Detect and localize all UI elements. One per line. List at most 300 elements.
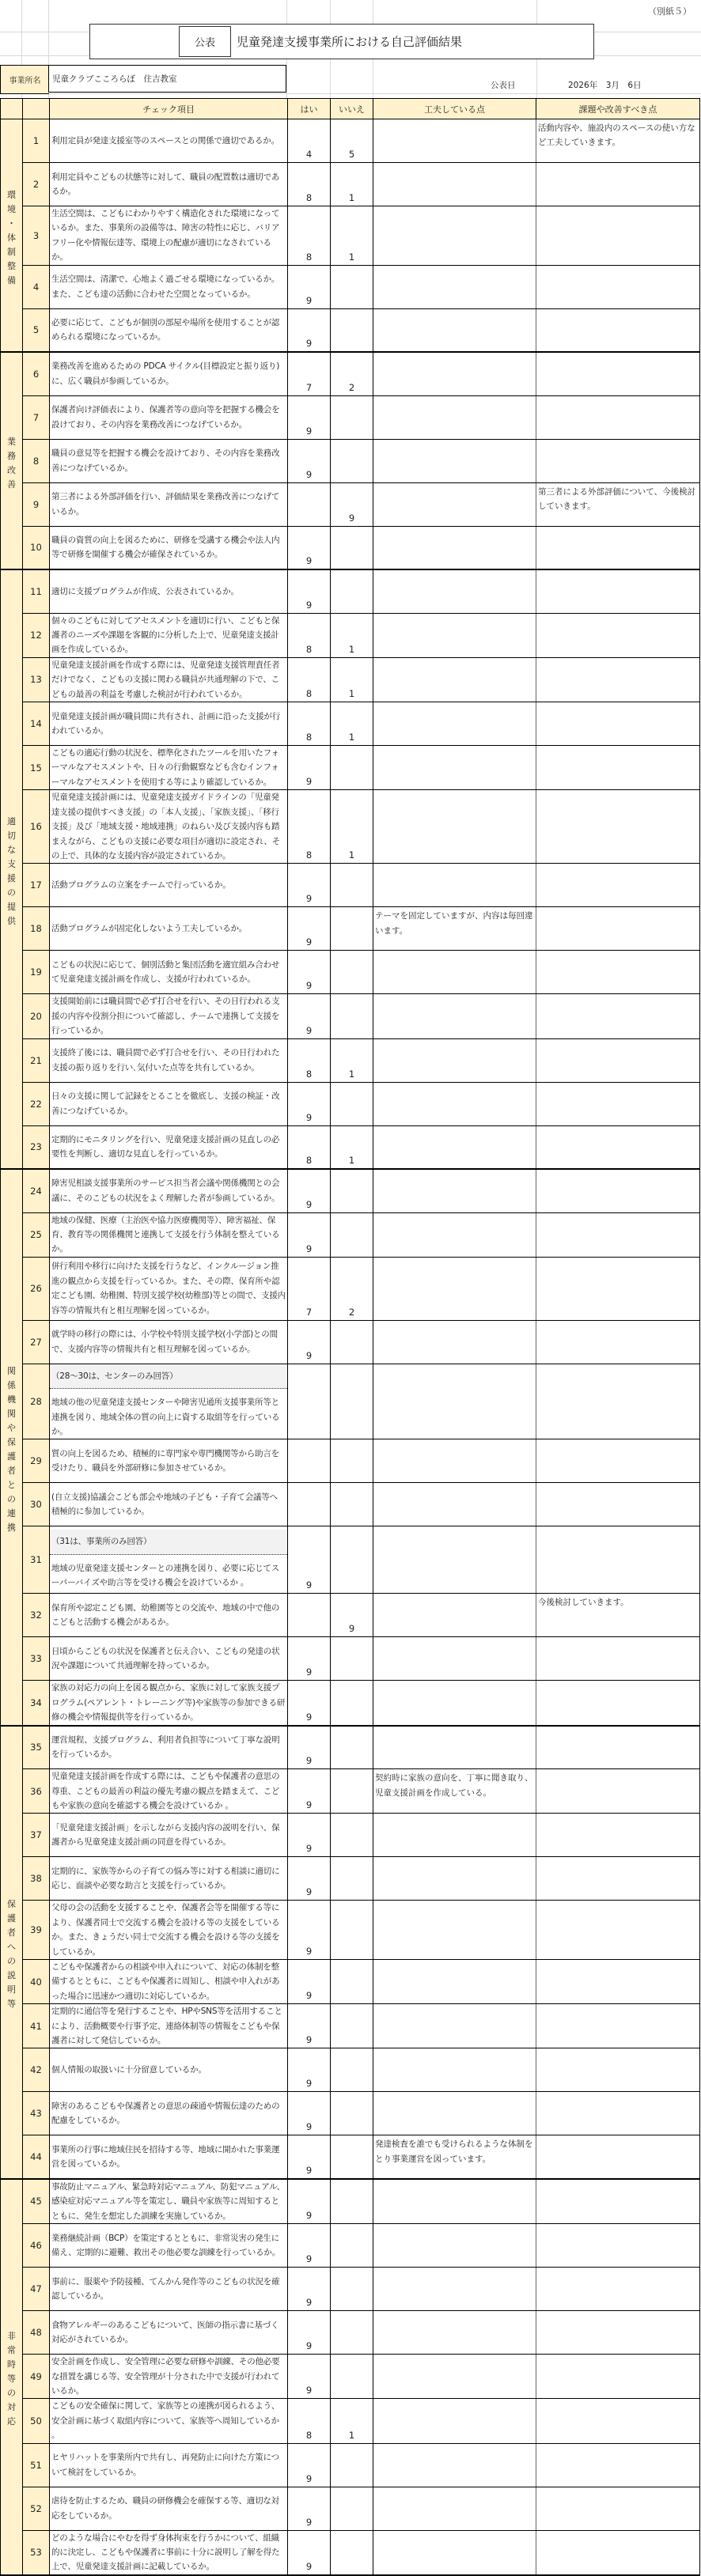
check-item-text <box>50 2179 288 2224</box>
category-char: 応 <box>7 2416 16 2427</box>
ingenuity-text <box>373 702 536 746</box>
yes-count: 9 <box>288 1814 331 1857</box>
publish-date-label: 公表日 <box>491 81 516 90</box>
check-item-text <box>50 790 288 864</box>
ingenuity-text <box>373 790 536 864</box>
ingenuity-text <box>373 352 536 395</box>
category-char: ・ <box>7 218 16 229</box>
ingenuity-text <box>373 2224 536 2268</box>
table-row <box>1 482 700 526</box>
table-row <box>1 1857 700 1901</box>
issue-text <box>536 569 700 613</box>
ingenuity-text <box>373 1169 536 1212</box>
no-count <box>331 2487 373 2530</box>
check-item-text <box>50 163 288 206</box>
office-name-value: 児童クラブこころらぼ 住吉教室 <box>48 65 286 93</box>
yes-count: 8 <box>288 163 331 206</box>
question-text: 個々のこどもに対してアセスメントを適切に行い、こどもと保護者のニーズや課題を客観的に分析した上で、児童発達支援計画を作成しているか。 <box>51 615 280 655</box>
ingenuity-text <box>373 1038 536 1082</box>
item-number: 34 <box>23 1681 50 1726</box>
category-label <box>1 1360 22 1535</box>
question-text: 地域の他の児童発達支援センターや障害児通所支援事業所等と連携を図り、地域全体の質の向上に資する取組等を行っているか。 <box>51 1398 280 1436</box>
no-count <box>331 2530 373 2575</box>
table-row <box>1 395 700 439</box>
no-count <box>331 1439 373 1483</box>
ingenuity-text <box>373 951 536 994</box>
question-text: 「児童発達支援計画」を示しながら支援内容の説明を行い、保護者から児童発達支援計画の同意を得ているか。 <box>51 1822 280 1848</box>
ingenuity-text <box>373 395 536 439</box>
yes-count: 9 <box>288 864 331 907</box>
page-title: 児童発達支援事業所における自己評価結果 <box>237 35 463 49</box>
no-count <box>331 2443 373 2487</box>
yes-count: 9 <box>288 1637 331 1681</box>
question-text: 家族の対応力の向上を図る観点から、家族に対して家族支援プログラム(ペアレント・トレーニング等)や家族等の参加できる研修の機会や情報提供等を行っているか。 <box>51 1683 286 1723</box>
table-row <box>1 702 700 746</box>
ingenuity-text <box>373 119 536 163</box>
ingenuity-text <box>373 2311 536 2355</box>
table-row <box>1 1959 700 2003</box>
category-char: 時 <box>7 2359 16 2370</box>
category-label <box>1 2324 22 2429</box>
question-text: 食物アレルギーのあるこどもについて、医師の指示書に基づく対応がされているか。 <box>51 2320 279 2345</box>
ingenuity-text <box>373 1082 536 1125</box>
no-count: 1 <box>331 613 373 657</box>
issue-text <box>536 2443 700 2487</box>
issue-text <box>536 1125 700 1169</box>
question-text: 事業所の行事に地域住民を招待する等、地域に開かれた事業運営を図っているか。 <box>51 2144 280 2169</box>
ingenuity-text <box>373 1594 536 1637</box>
question-text: 活動プログラムが固定化しないよう工夫しているか。 <box>51 924 248 934</box>
check-item-text <box>50 439 288 482</box>
question-text: どのような場合にやむを得ず身体拘束を行うかについて、組織的に決定し、こどもや保護者に事前に十分に説明し了解を得た上で、児童発達支援計画に記載しているか。 <box>51 2532 280 2572</box>
table-row <box>1 265 700 308</box>
check-item-text <box>50 526 288 569</box>
issue-text <box>536 1726 700 1769</box>
no-count <box>331 1769 373 1814</box>
check-item-text <box>50 1364 288 1439</box>
check-item-text <box>50 119 288 163</box>
table-row <box>1 1637 700 1681</box>
yes-count: 9 <box>288 2179 331 2224</box>
item-number: 22 <box>23 1082 50 1125</box>
table-row <box>1 1594 700 1637</box>
yes-count: 8 <box>288 1125 331 1169</box>
table-row <box>1 657 700 702</box>
item-number: 42 <box>23 2048 50 2092</box>
category-char: や <box>7 1422 16 1433</box>
yes-count: 9 <box>288 1212 331 1257</box>
evaluation-table <box>0 98 700 2576</box>
question-text: 個人情報の取扱いに十分留意しているか。 <box>51 2065 207 2075</box>
table-row <box>1 2487 700 2530</box>
item-number: 47 <box>23 2268 50 2311</box>
yes-count: 9 <box>288 1681 331 1726</box>
yes-count: 8 <box>288 1038 331 1082</box>
category-char: 護 <box>7 1451 16 1462</box>
question-text: 支援開始前には職員間で必ず打合せを行い、その日行われる支援の内容や役割分担について確認し、チームで連携して支援を行っているか。 <box>51 997 280 1036</box>
category-char: 境 <box>7 203 16 214</box>
question-text: 障害児相談支援事業所のサービス担当者会議や関係機関との会議に、そのこどもの状況をよく理解した者が参画しているか。 <box>51 1178 280 1203</box>
no-count <box>331 308 373 352</box>
question-text: 生活空間は、清潔で、心地よく過ごせる環境になっているか。また、こども達の活動に合わせた空間となっているか。 <box>51 274 280 299</box>
yes-count: 9 <box>288 1320 331 1364</box>
question-text: 生活空間は、こどもにわかりやすく構造化された環境になっているか。また、事業所の設備等は、障害の特性に応じ、バリアフリー化や情報伝達等、環境上の配慮が適切になされているか。 <box>51 209 280 263</box>
issue-text <box>536 702 700 746</box>
yes-count: 8 <box>288 702 331 746</box>
question-text: (自立支援)協議会こども部会や地域の子ども・子育て会議等へ積極的に参加しているか。 <box>51 1492 278 1517</box>
category-char: 対 <box>7 2402 16 2413</box>
item-number: 37 <box>23 1814 50 1857</box>
no-count: 1 <box>331 657 373 702</box>
header-no: いいえ <box>331 99 373 119</box>
category-label <box>1 810 22 929</box>
question-text: 業務改善を進めるための PDCA サイクル(目標設定と振り返り)に、広く職員が参画しているか。 <box>51 361 280 386</box>
question-text: 必要に応じて、こどもが個別の部屋や場所を使用することが認められる環境になっているか。 <box>51 317 280 342</box>
category-char: と <box>7 1479 16 1490</box>
issue-text <box>536 1038 700 1082</box>
ingenuity-text <box>373 265 536 308</box>
table-row <box>1 2268 700 2311</box>
no-count <box>331 1169 373 1212</box>
table-row <box>1 1901 700 1960</box>
issue-text <box>536 1364 700 1439</box>
check-item-text <box>50 2311 288 2355</box>
item-number: 13 <box>23 657 50 702</box>
category-char: 改 <box>7 464 16 475</box>
no-count <box>331 526 373 569</box>
no-count <box>331 1082 373 1125</box>
check-item-text <box>50 994 288 1038</box>
ingenuity-text: テーマを固定していますが、内容は毎回違います。 <box>373 907 536 951</box>
item-number: 53 <box>23 2530 50 2575</box>
question-text: こどもや保護者からの相談や申入れについて、対応の体制を整備するとともに、こどもや保護者に周知し、相談や申入れがあった場合に迅速かつ適切に対応しているか。 <box>51 1961 280 2001</box>
check-item-text <box>50 613 288 657</box>
no-count: 9 <box>331 482 373 526</box>
no-count <box>331 1814 373 1857</box>
no-count <box>331 1212 373 1257</box>
no-count <box>331 1526 373 1594</box>
no-count <box>331 1320 373 1364</box>
issue-text <box>536 163 700 206</box>
yes-count: 9 <box>288 2355 331 2399</box>
no-count <box>331 907 373 951</box>
question-text: 活動プログラムの立案をチームで行っているか。 <box>51 880 231 891</box>
ingenuity-text <box>373 657 536 702</box>
ingenuity-text <box>373 439 536 482</box>
table-row <box>1 2004 700 2048</box>
ingenuity-text: 発達検査を誰でも受けられるような体制をとり事業運営を図っています。 <box>373 2135 536 2179</box>
issue-text <box>536 265 700 308</box>
check-item-text <box>50 702 288 746</box>
issue-text <box>536 746 700 790</box>
yes-count: 9 <box>288 2135 331 2179</box>
check-item-text <box>50 1637 288 1681</box>
item-number: 38 <box>23 1857 50 1901</box>
category-char: 体 <box>7 232 16 243</box>
issue-text <box>536 1901 700 1960</box>
table-row <box>1 569 700 613</box>
item-number: 15 <box>23 746 50 790</box>
issue-text <box>536 1526 700 1594</box>
item-number: 2 <box>23 163 50 206</box>
no-count <box>331 265 373 308</box>
check-item-text <box>50 657 288 702</box>
category-char: 関 <box>7 1408 16 1419</box>
category-char: 整 <box>7 260 16 271</box>
table-row <box>1 864 700 907</box>
question-text: こどもの状況に応じて、個別活動と集団活動を適宜組み合わせて児童発達支援計画を作成し、支援が行われているか。 <box>51 959 280 985</box>
item-number: 40 <box>23 1959 50 2003</box>
category-char: 業 <box>7 436 16 447</box>
table-row <box>1 1681 700 1726</box>
category-char: 携 <box>7 1522 16 1533</box>
check-item-text <box>50 2487 288 2530</box>
ingenuity-text <box>373 2092 536 2135</box>
category-char: 者 <box>7 1927 16 1939</box>
ingenuity-text <box>373 1526 536 1594</box>
table-row <box>1 2311 700 2355</box>
check-item-text <box>50 1901 288 1960</box>
issue-text <box>536 790 700 864</box>
yes-count: 8 <box>288 657 331 702</box>
category-cell <box>1 1169 23 1726</box>
ingenuity-text <box>373 1439 536 1483</box>
issue-text <box>536 1681 700 1726</box>
issue-text <box>536 308 700 352</box>
header-check-item: チェック項目 <box>50 99 288 119</box>
yes-count <box>288 1594 331 1637</box>
item-number: 32 <box>23 1594 50 1637</box>
ingenuity-text <box>373 2443 536 2487</box>
no-count: 1 <box>331 206 373 266</box>
category-char: 支 <box>7 859 16 870</box>
category-char: な <box>7 845 16 856</box>
question-text: 父母の会の活動を支援することや、保護者会等を開催する等により、保護者同士で交流する機会を設ける等の支援をしているか。また、きょうだい同士で交流する機会を設ける等の支援をしているか。 <box>51 1903 280 1957</box>
question-text: 日々の支援に関して記録をとることを徹底し、支援の検証・改善につなげているか。 <box>51 1091 280 1116</box>
yes-count: 8 <box>288 2399 331 2443</box>
ingenuity-text <box>373 2487 536 2530</box>
yes-count: 9 <box>288 1769 331 1814</box>
no-count: 2 <box>331 352 373 395</box>
issue-text <box>536 1169 700 1212</box>
yes-count: 9 <box>288 265 331 308</box>
check-item-text <box>50 308 288 352</box>
no-count <box>331 1857 373 1901</box>
issue-text <box>536 613 700 657</box>
issue-text <box>536 2530 700 2575</box>
item-number: 18 <box>23 907 50 951</box>
check-item-text <box>50 2224 288 2268</box>
yes-count: 9 <box>288 1726 331 1769</box>
question-text: 地域の児童発達支援センターとの連携を図り、必要に応じてスーパーバイズや助言等を受ける機会を設けているか 。 <box>51 1563 279 1588</box>
category-char: 保 <box>7 1899 16 1910</box>
yes-count: 9 <box>288 308 331 352</box>
check-item-text <box>50 1857 288 1901</box>
category-label <box>1 430 22 492</box>
question-text: 併行利用や移行に向けた支援を行うなど、インクルージョン推進の観点から支援を行っているか。また、その際、保育所や認定こども園、幼稚園、特別支援学校(幼稚部)等との間で、支援内容等の情報共有と相互理解を図っているか。 <box>51 1262 286 1315</box>
item-number: 17 <box>23 864 50 907</box>
issue-text <box>536 1637 700 1681</box>
check-item-text <box>50 1769 288 1814</box>
yes-count: 9 <box>288 2530 331 2575</box>
no-count <box>331 2179 373 2224</box>
table-row <box>1 746 700 790</box>
category-label <box>1 183 22 288</box>
check-item-text <box>50 1125 288 1169</box>
annex-label: （別紙５） <box>648 6 692 17</box>
item-number: 19 <box>23 951 50 994</box>
yes-count: 4 <box>288 119 331 163</box>
issue-text <box>536 864 700 907</box>
table-row <box>1 1364 700 1439</box>
no-count: 1 <box>331 790 373 864</box>
issue-text <box>536 2179 700 2224</box>
item-number: 1 <box>23 119 50 163</box>
no-count <box>331 439 373 482</box>
no-count <box>331 1959 373 2003</box>
ingenuity-text <box>373 569 536 613</box>
category-char: 等 <box>7 1999 16 2010</box>
table-row <box>1 526 700 569</box>
question-text: 日頃からこどもの状況を保護者と伝え合い、こどもの発達の状況や課題について共通理解を持っているか。 <box>51 1646 280 1671</box>
check-item-text <box>50 1483 288 1526</box>
publication-tag: 公表 <box>179 26 231 57</box>
yes-count: 9 <box>288 1901 331 1960</box>
ingenuity-text <box>373 2530 536 2575</box>
table-row <box>1 2048 700 2092</box>
item-number: 44 <box>23 2135 50 2179</box>
question-text: 運営規程、支援プログラム、利用者負担等について丁寧な説明を行っているか。 <box>51 1734 280 1760</box>
no-count <box>331 2048 373 2092</box>
yes-count: 9 <box>288 526 331 569</box>
no-count <box>331 2224 373 2268</box>
issue-text <box>536 2355 700 2399</box>
issue-text <box>536 2092 700 2135</box>
item-number: 5 <box>23 308 50 352</box>
yes-count: 9 <box>288 1959 331 2003</box>
question-text: 定期的にモニタリングを行い、児童発達支援計画の見直しの必要性を判断し、適切な見直しを行っているか。 <box>51 1134 280 1159</box>
question-text: 保育所や認定こども園、幼稚園等との交流や、地域の中で他のこどもと活動する機会があるか。 <box>51 1602 280 1628</box>
ingenuity-text <box>373 613 536 657</box>
item-number: 23 <box>23 1125 50 1169</box>
item-number: 52 <box>23 2487 50 2530</box>
check-item-text <box>50 206 288 266</box>
table-header-row <box>1 99 700 119</box>
item-number: 4 <box>23 265 50 308</box>
yes-count: 9 <box>288 907 331 951</box>
ingenuity-text <box>373 163 536 206</box>
no-count <box>331 1637 373 1681</box>
no-count <box>331 994 373 1038</box>
item-number: 6 <box>23 352 50 395</box>
check-item-text <box>50 569 288 613</box>
category-char: の <box>7 887 16 898</box>
check-item-text <box>50 2048 288 2092</box>
category-char: 適 <box>7 816 16 827</box>
item-number: 26 <box>23 1257 50 1320</box>
header-number <box>23 99 50 119</box>
question-text: 第三者による外部評価を行い、評価結果を業務改善につなげているか。 <box>51 492 280 516</box>
check-item-text <box>50 2004 288 2048</box>
ingenuity-text <box>373 2268 536 2311</box>
question-text: 定期的に、家族等からの子育ての悩み等に対する相談に適切に応じ、面談や必要な助言と支援を行っているか。 <box>51 1866 280 1891</box>
category-char: 務 <box>7 450 16 461</box>
yes-count: 9 <box>288 951 331 994</box>
check-item-text <box>50 2443 288 2487</box>
item-number: 33 <box>23 1637 50 1681</box>
ingenuity-text <box>373 1814 536 1857</box>
category-char: 連 <box>7 1507 16 1519</box>
category-label <box>1 1893 22 2011</box>
ingenuity-text <box>373 482 536 526</box>
yes-count: 9 <box>288 2487 331 2530</box>
ingenuity-text <box>373 308 536 352</box>
no-count <box>331 2311 373 2355</box>
question-text: 児童発達支援計画には、児童発達支援ガイドラインの「児童発達支援の提供すべき支援」の「本人支援」、「家族支援」、「移行支援」及び「地域支援・地域連携」のねらい及び支援内容も踏まえながら、こどもの支援に必要な項目が適切に設定され、その上で、具体的な支援内容が設定されているか。 <box>51 792 281 861</box>
ingenuity-text <box>373 746 536 790</box>
category-char: の <box>7 1493 16 1504</box>
table-row <box>1 1814 700 1857</box>
item-number: 12 <box>23 613 50 657</box>
check-item-text <box>50 951 288 994</box>
no-count: 1 <box>331 163 373 206</box>
check-item-text <box>50 1082 288 1125</box>
item-number: 29 <box>23 1439 50 1483</box>
answer-scope-note: （31は、事業所のみ回答） <box>50 1530 287 1554</box>
yes-count: 9 <box>288 2092 331 2135</box>
ingenuity-text <box>373 1637 536 1681</box>
issue-text <box>536 526 700 569</box>
check-item-text <box>50 746 288 790</box>
issue-text <box>536 206 700 266</box>
check-item-text <box>50 352 288 395</box>
yes-count: 9 <box>288 2224 331 2268</box>
category-char: の <box>7 2388 16 2399</box>
publish-date-value: 2026年 3月 6日 <box>568 81 642 90</box>
table-row <box>1 1526 700 1594</box>
issue-text <box>536 1483 700 1526</box>
no-count <box>331 951 373 994</box>
no-count <box>331 746 373 790</box>
question-text: 支援終了後には、職員間で必ず打合せを行い、その日行われた支援の振り返りを行い､気付いた点等を共有しているか。 <box>51 1048 280 1072</box>
category-char: 援 <box>7 873 16 884</box>
ingenuity-text <box>373 2179 536 2224</box>
item-number: 16 <box>23 790 50 864</box>
question-text: こどもの適応行動の状況を、標準化されたツールを用いたフォーマルなアセスメントや、日々の行動観察なども含むインフォーマルなアセスメントを使用する等により確認しているか。 <box>51 748 279 787</box>
check-item-text <box>50 1257 288 1320</box>
check-item-text <box>50 1814 288 1857</box>
evaluation-body <box>1 119 700 2575</box>
yes-count: 9 <box>288 2048 331 2092</box>
yes-count: 7 <box>288 352 331 395</box>
issue-text <box>536 2487 700 2530</box>
question-text: 適切に支援プログラムが作成、公表されているか。 <box>51 586 239 596</box>
yes-count <box>288 482 331 526</box>
table-row <box>1 2355 700 2399</box>
ingenuity-text <box>373 526 536 569</box>
question-text: 利用定員が発達支援室等のスペースとの関係で適切であるか。 <box>51 135 279 146</box>
table-row <box>1 1038 700 1082</box>
question-text: 児童発達支援計画を作成する際には、こどもや保護者の意思の尊重、こどもの最善の利益の優先考慮の観点を踏まえて、こどもや家族の意向を確認する機会を設けているか 。 <box>51 1772 280 1810</box>
table-row <box>1 790 700 864</box>
yes-count: 9 <box>288 746 331 790</box>
no-count <box>331 2268 373 2311</box>
item-number: 35 <box>23 1726 50 1769</box>
issue-text <box>536 1257 700 1320</box>
item-number: 48 <box>23 2311 50 2355</box>
item-number: 14 <box>23 702 50 746</box>
check-item-text <box>50 1212 288 1257</box>
